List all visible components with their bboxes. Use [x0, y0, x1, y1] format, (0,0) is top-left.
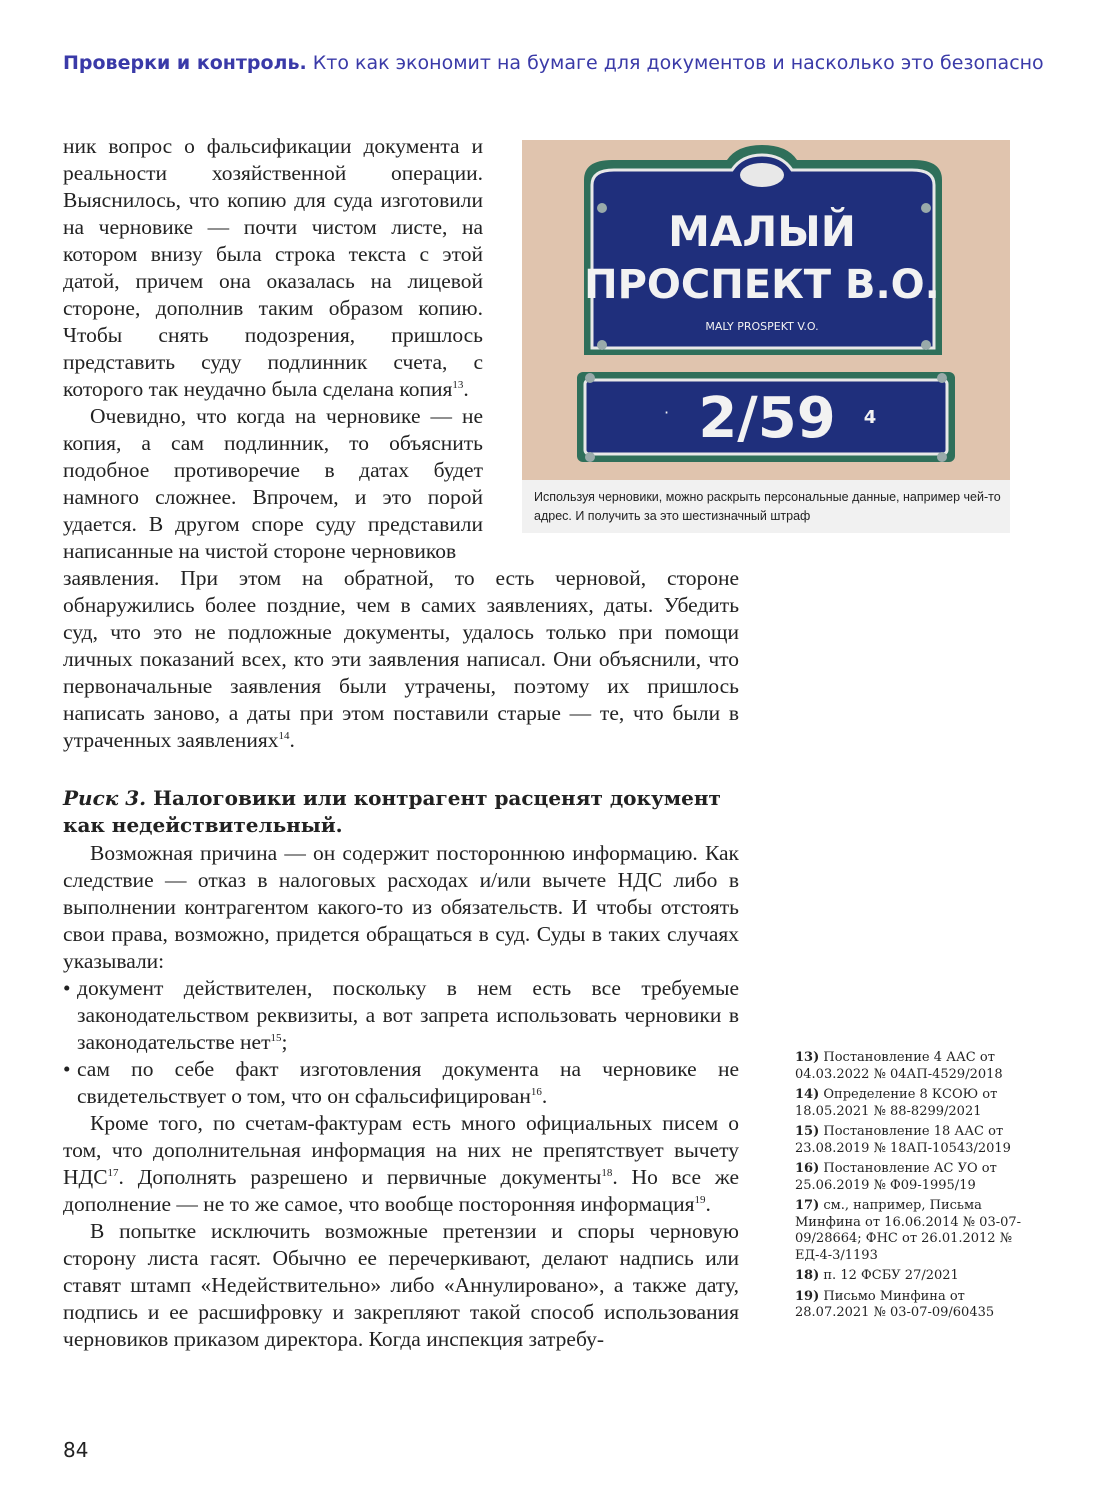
footnote-ref-14[interactable]: 14	[278, 729, 290, 742]
paragraph-5: В попытке исключить возможные претензии и споры черновую сторону листа гасят. Обычно ее перечеркивают, делают надпись или ставят штамп «Недействительно» либо «Аннулировано», а также дату, подпись и ее расшифровку и закрепляют такой способ использования черновиков приказом директора. Когда инспекция затребу-	[63, 1219, 739, 1351]
footnote-19: 19) Письмо Минфина от 28.07.2021 № 03-07-09/60435	[795, 1288, 995, 1320]
footnote-16: 16) Постановление АС УО от 25.06.2019 № Ф09-1995/19	[795, 1161, 997, 1193]
bullet-2-text: сам по себе факт изготовления документа на черновике не свидетельствует о том, что он сфальсифицирован	[77, 1057, 739, 1108]
paragraph-4-b: . Дополнять разрешено и первичные документы	[118, 1165, 602, 1189]
footnote-18: 18) п. 12 ФСБУ 27/2021	[795, 1268, 959, 1283]
paragraph-4-d: .	[705, 1192, 711, 1216]
sign-latin: MALY PROSPEKT V.O.	[705, 320, 819, 333]
footnote-ref-18[interactable]: 18	[601, 1166, 613, 1179]
running-header	[63, 52, 1053, 74]
paragraph-2-bottom: заявления. При этом на обратной, то есть черновой, стороне обнаружились более поздние, чем в самих заявлениях, даты. Убедить суд, что это не подложные документы, удалось только при помощи личных показаний всех, кто эти заявления написал. Они объяснили, что первоначальные заявления были утрачены, поэтому их пришлось написать заново, а даты при этом поставили старые — те, что были в утраченных заявлениях$^{14}$.	[63, 566, 739, 752]
bullet-icon: •	[63, 1057, 71, 1081]
figure-caption: Используя черновики, можно раскрыть персональные данные, например чей-то адрес. И получить за это шестизначный штраф	[534, 490, 1001, 523]
paragraph-1: ник вопрос о фальсификации документа и реальности хозяйственной операции. Выяснилось, что копию для суда изготовили на черновике — почти чистом листе, на котором внизу была строка текста с этой датой, причем она оказалась на лицевой стороне, дополнив таким образом копию. Чтобы снять подозрения, пришлось представить суду подлинник счета, с которого так неудачно была сделана копия$^{13}$.	[63, 134, 483, 401]
house-number: 2/59	[698, 386, 836, 451]
header-section: Проверки и контроль.	[63, 52, 307, 74]
street-sign-photo	[522, 140, 1010, 480]
narrow-column	[63, 133, 483, 565]
figure	[522, 140, 1010, 533]
footnote-ref-13[interactable]: 13	[452, 378, 464, 391]
page-number: 84	[63, 1438, 89, 1462]
paragraph-2-bottom-text: заявления. При этом на обратной, то есть черновой, стороне обнаружились более поздние, чем в самих заявлениях, даты. Убедить суд, что это не подложные документы, удалось только при помощи личных показаний всех, кто эти заявления написал. Они объяснили, что первоначальные заявления были утрачены, поэтому их пришлось написать заново, а даты при этом поставили старые — те, что были в утраченных заявлениях	[63, 566, 739, 752]
paragraph-4-a: Кроме того, по счетам-фактурам есть много официальных писем о том, что дополнительная информация на них не препятствует вычету НДС	[63, 1111, 739, 1189]
house-small-number: 4	[863, 407, 877, 428]
header-title: Кто как экономит на бумаге для документов и насколько это безопасно	[312, 52, 1044, 74]
paragraph-4	[63, 1110, 739, 1218]
risk-label: Риск 3.	[63, 786, 147, 810]
footnote-ref-19[interactable]: 19	[694, 1193, 706, 1206]
list-item	[63, 975, 739, 1056]
paragraph-4-c: . Но все же дополнение — не то же самое, что вообще посторонняя информация	[63, 1165, 739, 1216]
sign-line-1: МАЛЫЙ	[668, 207, 856, 256]
bullet-icon: •	[63, 976, 71, 1000]
list-item	[63, 1056, 739, 1110]
lower-column	[63, 840, 739, 1353]
bullet-1-text: документ действителен, поскольку в нем есть все требуемые законодательством реквизиты, а вот запрета использовать черновики в законодательстве нет	[77, 976, 739, 1054]
paragraph-1-text: ник вопрос о фальсификации документа и реальности хозяйственной операции. Выяснилось, что копию для суда изготовили на черновике — почти чистом листе, на котором внизу была строка текста с этой датой, причем она оказалась на лицевой стороне, дополнив таким образом копию. Чтобы снять подозрения, пришлось представить суду подлинник счета, с которого так неудачно была сделана копия	[63, 134, 483, 401]
bullet-1-end: ;	[281, 1030, 288, 1054]
bullet-2-end: .	[541, 1084, 548, 1108]
section-heading	[63, 785, 739, 839]
svg-text:·: ·	[664, 403, 670, 422]
sign-line-2: ПРОСПЕКТ В.О.	[584, 262, 940, 308]
footnote-ref-15[interactable]: 15	[270, 1031, 282, 1044]
footnote-15: 15) Постановление 18 ААС от 23.08.2019 № 18АП-10543/2019	[795, 1124, 1011, 1156]
risk-title: Налоговики или контрагент расценят документ как недействительный.	[63, 786, 721, 837]
wide-column	[63, 565, 739, 754]
footnote-ref-17[interactable]: 17	[107, 1166, 119, 1179]
paragraph-3: Возможная причина — он содержит постороннюю информацию. Как следствие — отказ в налоговых расходах и/или вычете НДС либо в выполнении контрагентом какого-то из обязательств. И чтобы отстоять свои права, возможно, придется обращаться в суд. Суды в таких случаях указывали:	[63, 841, 739, 973]
paragraph-2-top: Очевидно, что когда на черновике — не копия, а сам подлинник, то объяснить подобное противоречие в датах будет намного сложнее. Впрочем, и это порой удается. В другом споре суду представили написанные на чистой стороне черновиков	[63, 404, 483, 563]
footnote-ref-16[interactable]: 16	[530, 1085, 542, 1098]
footnote-13: 13) Постановление 4 ААС от 04.03.2022 № 04АП-4529/2018	[795, 1050, 1003, 1082]
footnote-17: 17) см., например, Письма Минфина от 16.06.2014 № 03-07-09/28664; ФНС от 26.01.2012 № ЕД-4-3/1193	[795, 1198, 1022, 1263]
street-sign-illustration	[522, 140, 1010, 480]
footnote-14: 14) Определение 8 КСОЮ от 18.05.2021 № 88-8299/2021	[795, 1087, 998, 1119]
footnotes	[795, 1050, 1025, 1326]
